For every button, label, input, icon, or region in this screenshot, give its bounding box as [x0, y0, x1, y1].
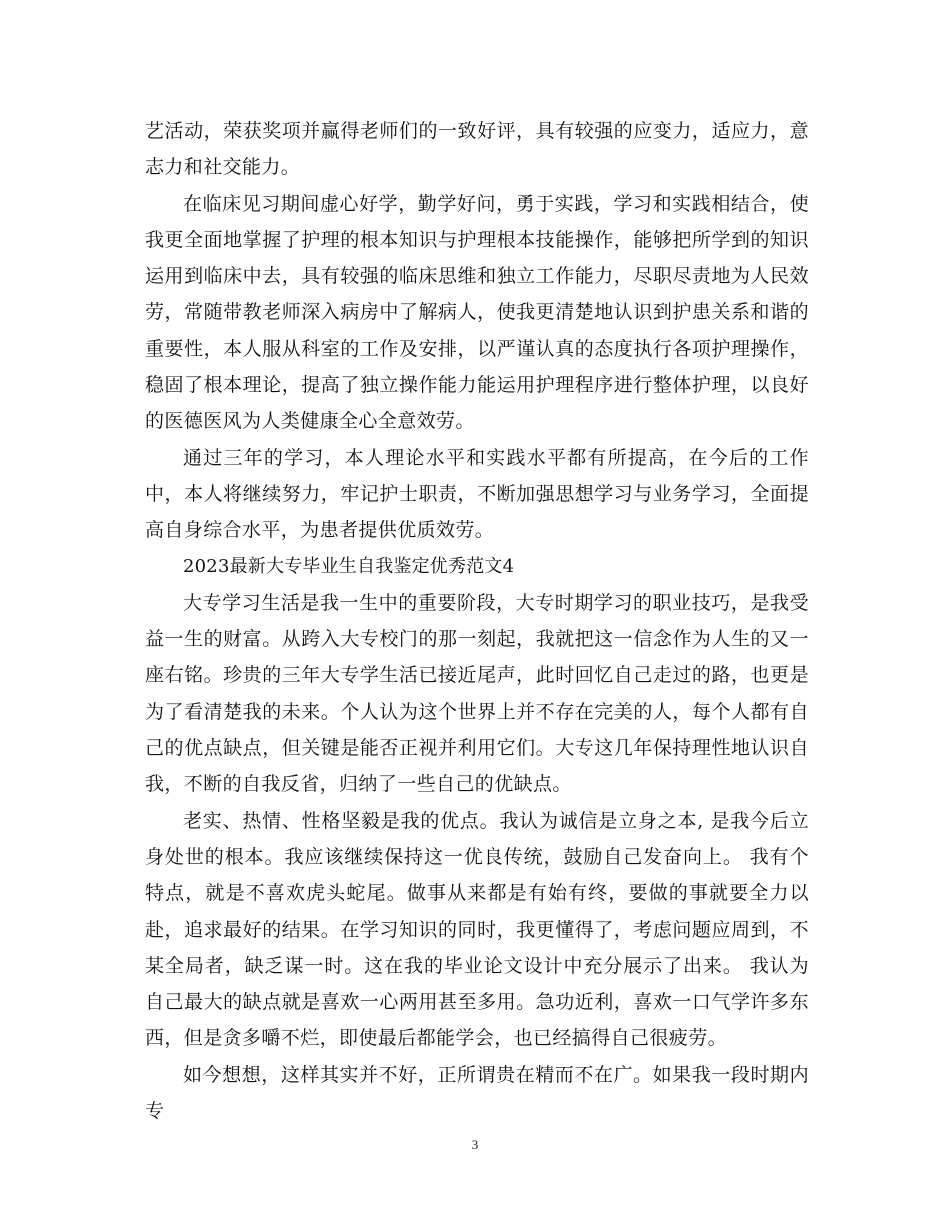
- page-number: 3: [471, 1137, 479, 1152]
- document-body: [145, 113, 809, 1129]
- section-paragraph-3: 如今想想，这样其实并不好，正所谓贵在精而不在广。如果我一段时期内专: [145, 1063, 809, 1123]
- section-heading: 2023最新大专毕业生自我鉴定优秀范文4: [183, 555, 515, 577]
- body-paragraph-2: 在临床见习期间虚心好学，勤学好问，勇于实践，学习和实践相结合，使我更全面地掌握了护理的根本知识与护理根本技能操作，能够把所学到的知识运用到临床中去，具有较强的临床思维和独立工作能力，尽职尽责地为人民效劳，常随带教老师深入病房中了解病人，使我更清楚地认识到护患关系和谐的重要性，本人服从科室的工作及安排，以严谨认真的态度执行各项护理操作，稳固了根本理论，提高了独立操作能力能运用护理程序进行整体护理，以良好的医德医风为人类健康全心全意效劳。: [145, 192, 809, 433]
- section-paragraph-1: 大专学习生活是我一生中的重要阶段，大专时期学习的职业技巧，是我受益一生的财富。从跨入大专校门的那一刻起，我就把这一信念作为人生的又一座右铭。珍贵的三年大专学生活已接近尾声，此时回忆自己走过的路，也更是为了看清楚我的未来。个人认为这个世界上并不存在完美的人，每个人都有自己的优点缺点，但关键是能否正视并利用它们。大专这几年保持理性地认识自我，不断的自我反省，归纳了一些自己的优缺点。: [145, 591, 809, 796]
- body-paragraph-3: 通过三年的学习，本人理论水平和实践水平都有所提高，在今后的工作中，本人将继续努力，牢记护士职责，不断加强思想学习与业务学习，全面提高自身综合水平，为患者提供优质效劳。: [145, 446, 809, 542]
- body-paragraph-1: 艺活动，荣获奖项并赢得老师们的一致好评，具有较强的应变力，适应力，意志力和社交能力。: [145, 120, 809, 179]
- section-paragraph-2: 老实、热情、性格坚毅是我的优点。我认为诚信是立身之本, 是我今后立身处世的根本。我应该继续保持这一优良传统，鼓励自己发奋向上。 我有个特点，就是不喜欢虎头蛇尾。做事从来都是有始有终，要做的事就要全力以赴，追求最好的结果。在学习知识的同时，我更懂得了，考虑问题应周到，不某全局者，缺乏谋一时。这在我的毕业论文设计中充分展示了出来。 我认为自己最大的缺点就是喜欢一心两用甚至多用。急功近利，喜欢一口气学许多东西，但是贪多嚼不烂，即使最后都能学会，也已经搞得自己很疲劳。: [145, 809, 809, 1050]
